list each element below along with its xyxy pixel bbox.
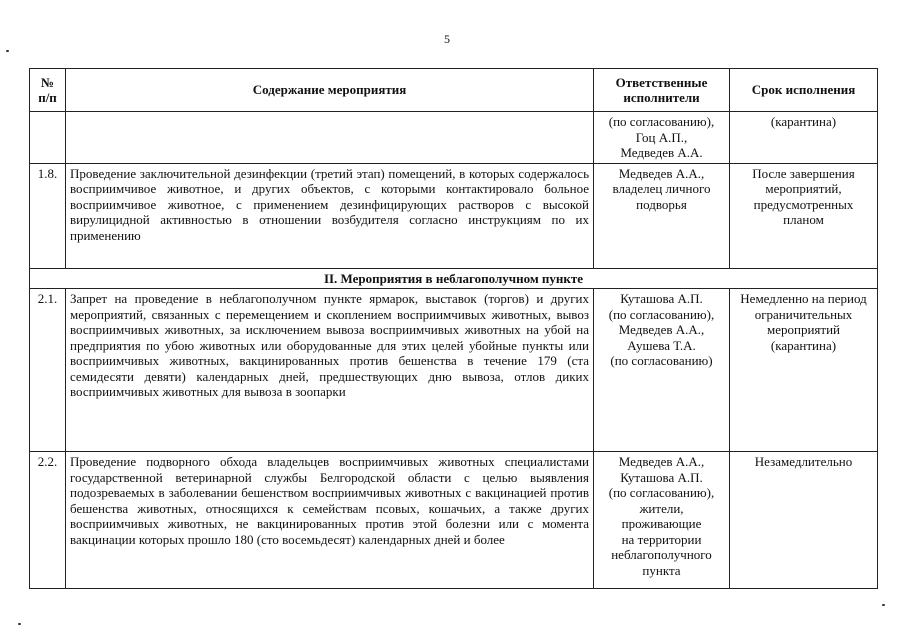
- row-num: 1.8.: [30, 163, 66, 268]
- measures-table: [29, 68, 878, 589]
- table-row-2-1: [30, 289, 878, 452]
- table-row-continued: [30, 112, 878, 164]
- row-deadline: Немедленно на период ограничительных мероприятий (карантина): [730, 289, 878, 452]
- row-deadline: Незамедлительно: [730, 452, 878, 589]
- row-responsible: Медведев А.А., владелец личного подворья: [594, 163, 730, 268]
- header-responsible: Ответственные исполнители: [594, 69, 730, 112]
- table-row-2-2: [30, 452, 878, 589]
- scan-speck: [6, 50, 9, 52]
- header-num: № п/п: [30, 69, 66, 112]
- section-header-row: [30, 268, 878, 289]
- header-deadline: Срок исполнения: [730, 69, 878, 112]
- header-content: Содержание мероприятия: [66, 69, 594, 112]
- row-deadline: (карантина): [730, 112, 878, 164]
- row-responsible: Медведев А.А., Куташова А.П. (по согласованию), жители, проживающие на территории неблагополучного пункта: [594, 452, 730, 589]
- page-number: 5: [444, 32, 450, 46]
- row-content: Проведение подворного обхода владельцев восприимчивых животных специалистами государственной ветеринарной службы Белгородской области с целью выявления подозреваемых в заболевании бешенством восприимчивых животных с вакцинацией против бешенства животных, относящихся к семействам псовых, кошачьих, а также других восприимчивых животных, не вакцинированных против этой болезни или с момента вакцинации которых прошло 180 (сто восемьдесят) календарных дней и более: [66, 452, 594, 589]
- row-num: 2.2.: [30, 452, 66, 589]
- section-2-title: II. Мероприятия в неблагополучном пункте: [30, 268, 878, 289]
- row-responsible: Куташова А.П. (по согласованию), Медведев А.А., Аушева Т.А. (по согласованию): [594, 289, 730, 452]
- row-content: Проведение заключительной дезинфекции (третий этап) помещений, в которых содержалось восприимчивое животное, и других объектов, с которыми контактировало больное восприимчивое животное, с применением дезинфицирующих растворов с высокой вирулицидной активностью в отношении возбудителя согласно инструкциям по их применению: [66, 163, 594, 268]
- row-num: 2.1.: [30, 289, 66, 452]
- row-content: Запрет на проведение в неблагополучном пункте ярмарок, выставок (торгов) и других мероприятий, связанных с перемещением и скоплением восприимчивых животных, вывоз восприимчивых животных, за исключением вывоза восприимчивых животных на убой на предприятия по убою животных или оборудованные для этих целей убойные пункты или восприимчивых животных, вакцинированных против бешенства в течение 179 (ста семидесяти девяти) календарных дней, предшествующих дню вывоза, отлов диких восприимчивых животных для вывоза в зоопарки: [66, 289, 594, 452]
- table-row-1-8: [30, 163, 878, 268]
- table-header-row: [30, 69, 878, 112]
- row-deadline: После завершения мероприятий, предусмотренных планом: [730, 163, 878, 268]
- scan-speck: [882, 604, 885, 606]
- scan-speck: [18, 623, 21, 625]
- row-responsible: (по согласованию), Гоц А.П., Медведев А.А.: [594, 112, 730, 164]
- row-num: [30, 112, 66, 164]
- row-content: [66, 112, 594, 164]
